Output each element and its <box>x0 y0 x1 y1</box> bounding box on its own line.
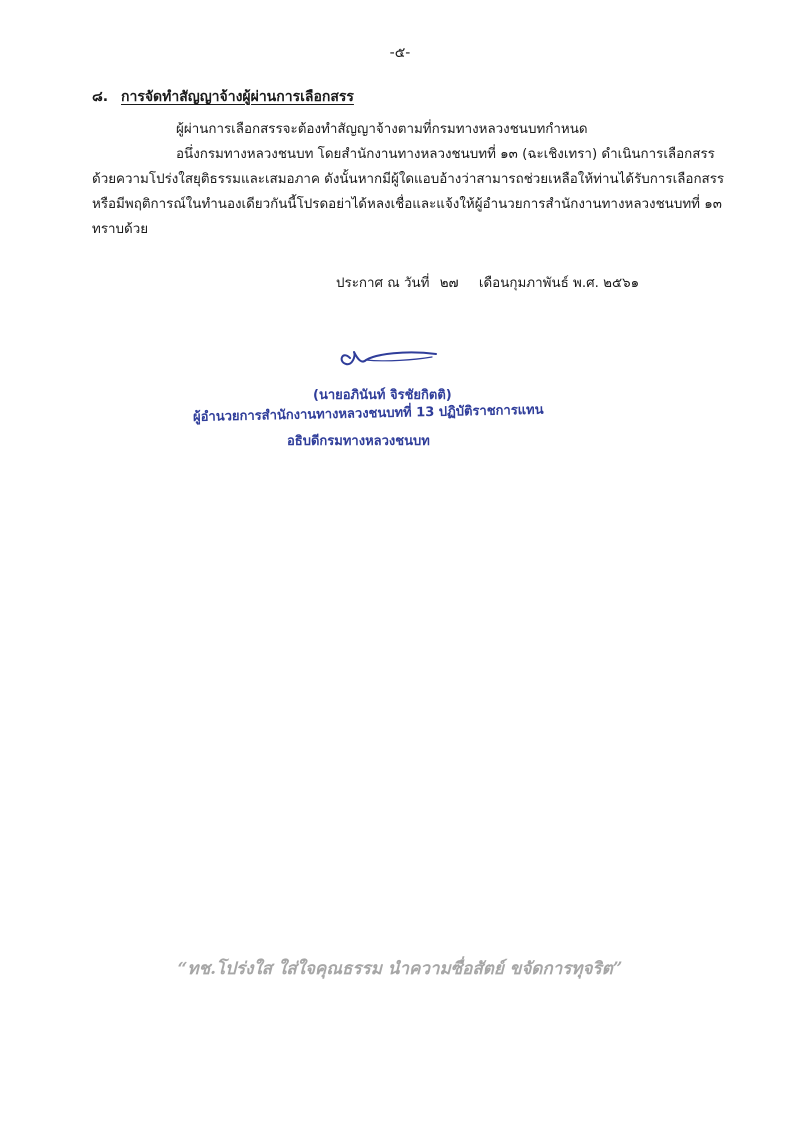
section-heading <box>92 86 354 108</box>
section-title: การจัดทำสัญญาจ้างผู้ผ่านการเลือกสรร <box>121 89 354 105</box>
section-number: ๘. <box>92 89 109 105</box>
body-line: ทราบด้วย <box>92 222 149 237</box>
signer-name: (นายอภินันท์ จิรชัยกิตติ) <box>313 388 452 403</box>
announcement-date <box>336 272 645 293</box>
body-line: อนึ่งกรมทางหลวงชนบท โดยสำนักงานทางหลวงชนบทที่ ๑๓ (ฉะเชิงเทรา) ดำเนินการเลือกสรร <box>176 147 715 162</box>
body-line: ผู้ผ่านการเลือกสรรจะต้องทำสัญญาจ้างตามที่กรมทางหลวงชนบทกำหนด <box>176 122 588 137</box>
signer-position: ผู้อำนวยการสำนักงานทางหลวงชนบทที่ 13 ปฏิบัติราชการแทน <box>192 402 544 425</box>
handwritten-signature <box>336 340 440 372</box>
body-line: ด้วยความโปร่งใสยุติธรรมและเสมอภาค ดังนั้นหากมีผู้ใดแอบอ้างว่าสามารถช่วยเหลือให้ท่านได้รับการเลือกสรร <box>92 172 725 187</box>
page-number: -๕- <box>389 45 411 61</box>
body-line: หรือมีพฤติการณ์ในทำนองเดียวกันนี้โปรดอย่าได้หลงเชื่อและแจ้งให้ผู้อำนวยการสำนักงานทางหลวงชนบทที่ ๑๓ <box>92 197 722 212</box>
announcement-prefix: ประกาศ ณ วันที่ <box>336 276 430 291</box>
signer-title: อธิบดีกรมทางหลวงชนบท <box>287 434 430 449</box>
announcement-month-year: เดือนกุมภาพันธ์ พ.ศ. ๒๕๖๑ <box>478 276 640 291</box>
announcement-day: ๒๗ <box>439 276 459 291</box>
motto: “ทช.โปร่งใส ใส่ใจคุณธรรม นำความซื่อสัตย์ ขจัดการทุจริต” <box>177 959 623 979</box>
